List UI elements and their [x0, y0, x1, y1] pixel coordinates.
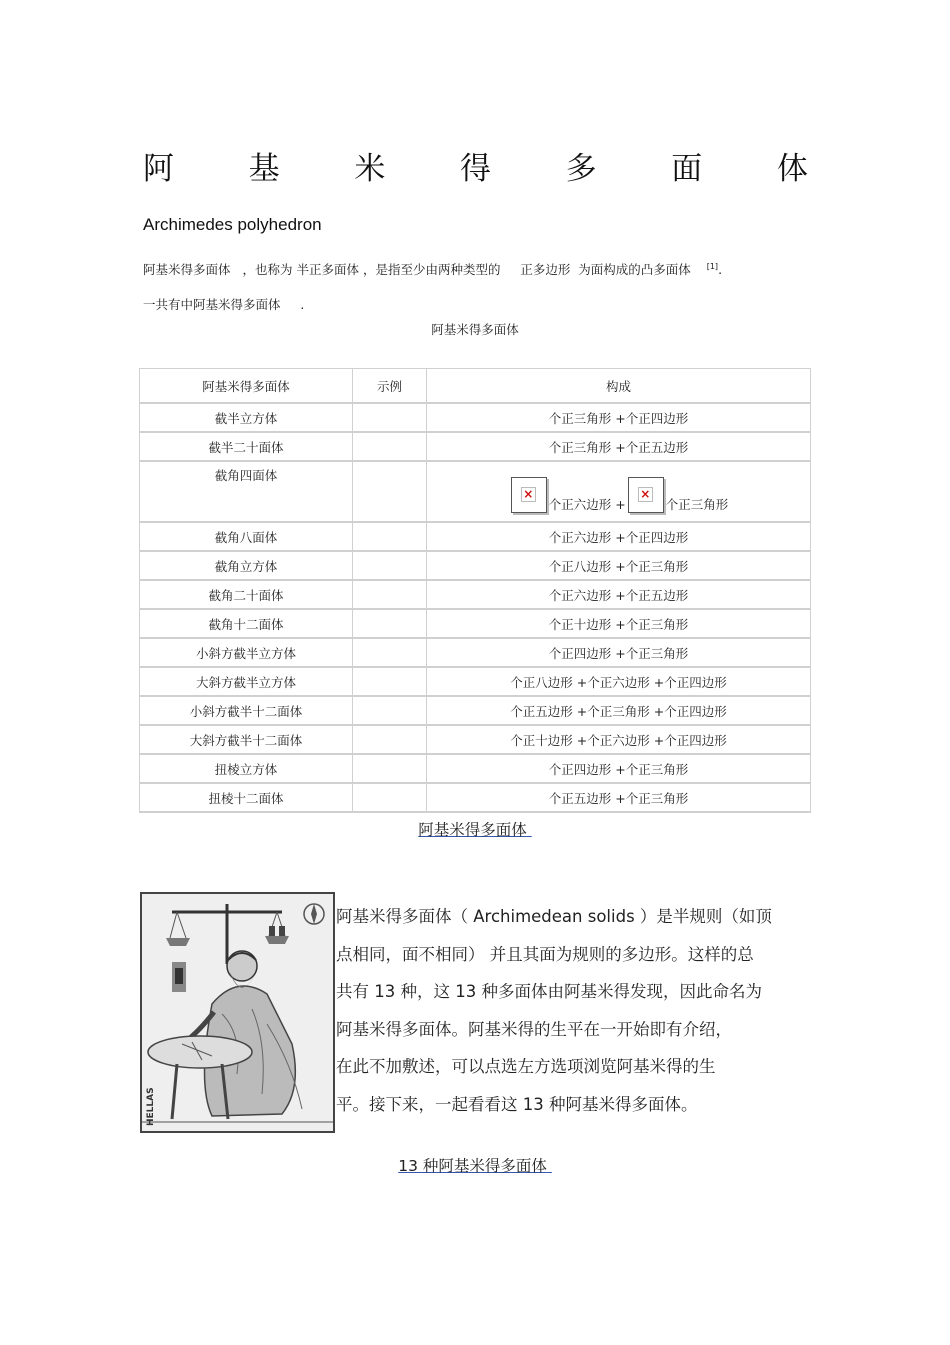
intro-term[interactable]: 阿基米得多面体 — [143, 262, 231, 277]
example-cell — [353, 551, 427, 580]
example-cell — [353, 403, 427, 432]
composition-cell — [427, 461, 811, 522]
polyhedron-name: 截角立方体 — [140, 551, 353, 580]
table-row — [140, 609, 811, 638]
polyhedron-name: 扭棱十二面体 — [140, 783, 353, 812]
example-cell — [353, 638, 427, 667]
example-cell — [353, 696, 427, 725]
example-cell — [353, 461, 427, 522]
composition-cell: 个正十边形 +个正六边形 +个正四边形 — [427, 725, 811, 754]
example-cell — [353, 667, 427, 696]
link-text[interactable]: 阿基米得多面体 — [418, 821, 527, 839]
intro-text: ，也称为 — [242, 262, 293, 277]
composition-cell: 个正六边形 +个正四边形 — [427, 522, 811, 551]
table-row — [140, 522, 811, 551]
polyhedron-name: 截角二十面体 — [140, 580, 353, 609]
intro-text: . — [300, 297, 305, 312]
table-row — [140, 783, 811, 812]
paragraph-line: 共有 13 种，这 13 种多面体由阿基米得发现，因此命名为 — [336, 982, 762, 1001]
paragraph-line: 阿基米得多面体。阿基米得的生平在一开始即有介绍， — [336, 1019, 732, 1039]
intro-term[interactable]: 正多边形 — [520, 262, 571, 277]
composition-cell: 个正五边形 +个正三角形 +个正四边形 — [427, 696, 811, 725]
intro-text: 一共有中阿基米得多面体 — [143, 297, 281, 312]
paragraph-line: 点相同，面不相同） 并且其面为规则的多边形。这样的总 — [336, 944, 754, 964]
polyhedron-name: 大斜方截半立方体 — [140, 667, 353, 696]
table-row — [140, 580, 811, 609]
composition-cell: 个正三角形 +个正五边形 — [427, 432, 811, 461]
table-row — [140, 667, 811, 696]
intro-text: ，是指至少由两种类型的 — [362, 262, 501, 277]
title-char: 面 — [671, 151, 703, 187]
example-cell — [353, 432, 427, 461]
example-cell — [353, 522, 427, 551]
polyhedron-name: 小斜方截半立方体 — [140, 638, 353, 667]
example-cell — [353, 783, 427, 812]
intro-text: 为面构成的凸多面体 — [578, 262, 691, 277]
composition-cell: 个正四边形 +个正三角形 — [427, 638, 811, 667]
example-cell — [353, 754, 427, 783]
polyhedron-name: 小斜方截半十二面体 — [140, 696, 353, 725]
header-cell: 构成 — [427, 369, 811, 404]
polyhedron-name: 截角八面体 — [140, 522, 353, 551]
table-row — [140, 638, 811, 667]
example-cell — [353, 725, 427, 754]
composition-cell: 个正八边形 +个正三角形 — [427, 551, 811, 580]
polyhedra-table — [139, 368, 811, 813]
table-row — [140, 461, 811, 522]
title-char: 阿 — [143, 151, 174, 187]
paragraph-line: 平。接下来，一起看看这 13 种阿基米得多面体。 — [336, 1094, 698, 1114]
polyhedron-name: 截半立方体 — [140, 403, 353, 432]
header-cell: 阿基米得多面体 — [140, 369, 353, 404]
table-row — [140, 432, 811, 461]
thirteen-polyhedra-link[interactable] — [0, 1154, 950, 1176]
broken-image-icon: × — [511, 477, 547, 513]
composition-text: 个正三角形 — [665, 497, 729, 512]
table-row — [140, 696, 811, 725]
example-cell — [353, 580, 427, 609]
composition-text: + — [615, 497, 626, 512]
polyhedron-name: 扭棱立方体 — [140, 754, 353, 783]
polyhedron-name: 截角四面体 — [140, 461, 353, 522]
paragraph-line: 在此不加敷述，可以点选左方选项浏览阿基米得的生 — [336, 1057, 716, 1076]
polyhedra-link[interactable] — [0, 818, 950, 840]
title-char: 多 — [565, 151, 597, 187]
intro-text: . — [718, 262, 723, 277]
page-title — [143, 143, 808, 188]
table-row — [140, 725, 811, 754]
table-row — [140, 403, 811, 432]
composition-cell: 个正五边形 +个正三角形 — [427, 783, 811, 812]
table-row — [140, 551, 811, 580]
composition-text: 个正六边形 — [548, 497, 612, 512]
portrait-label: HELLAS — [146, 1087, 156, 1126]
polyhedron-name: 截角十二面体 — [140, 609, 353, 638]
intro-line-1 — [143, 260, 722, 278]
example-cell — [353, 609, 427, 638]
portrait-illustration — [142, 894, 333, 1131]
table-caption: 阿基米得多面体 — [431, 322, 519, 337]
polyhedron-name: 截半二十面体 — [140, 432, 353, 461]
table-row — [140, 754, 811, 783]
composition-cell: 个正四边形 +个正三角形 — [427, 754, 811, 783]
archimedes-portrait — [140, 892, 335, 1133]
description-paragraph — [336, 898, 806, 1123]
table-header-row — [140, 369, 811, 404]
title-char: 基 — [248, 151, 280, 187]
intro-term[interactable]: 半正多面体 — [296, 262, 359, 277]
title-char: 体 — [776, 151, 808, 187]
link-text[interactable]: 13 种阿基米得多面体 — [398, 1157, 547, 1175]
polyhedron-name: 大斜方截半十二面体 — [140, 725, 353, 754]
composition-cell: 个正八边形 +个正六边形 +个正四边形 — [427, 667, 811, 696]
composition-cell: 个正十边形 +个正三角形 — [427, 609, 811, 638]
composition-cell: 个正六边形 +个正五边形 — [427, 580, 811, 609]
page-subtitle: Archimedes polyhedron — [143, 215, 322, 234]
paragraph-line: 阿基米得多面体（ Archimedean solids ）是半规则（如顶 — [336, 907, 772, 926]
reference-marker[interactable]: [1] — [706, 261, 719, 271]
title-char: 得 — [459, 151, 491, 187]
composition-cell: 个正三角形 +个正四边形 — [427, 403, 811, 432]
broken-image-icon: × — [628, 477, 664, 513]
title-char: 米 — [354, 151, 386, 187]
header-cell: 示例 — [353, 369, 427, 404]
intro-line-2 — [143, 295, 304, 313]
